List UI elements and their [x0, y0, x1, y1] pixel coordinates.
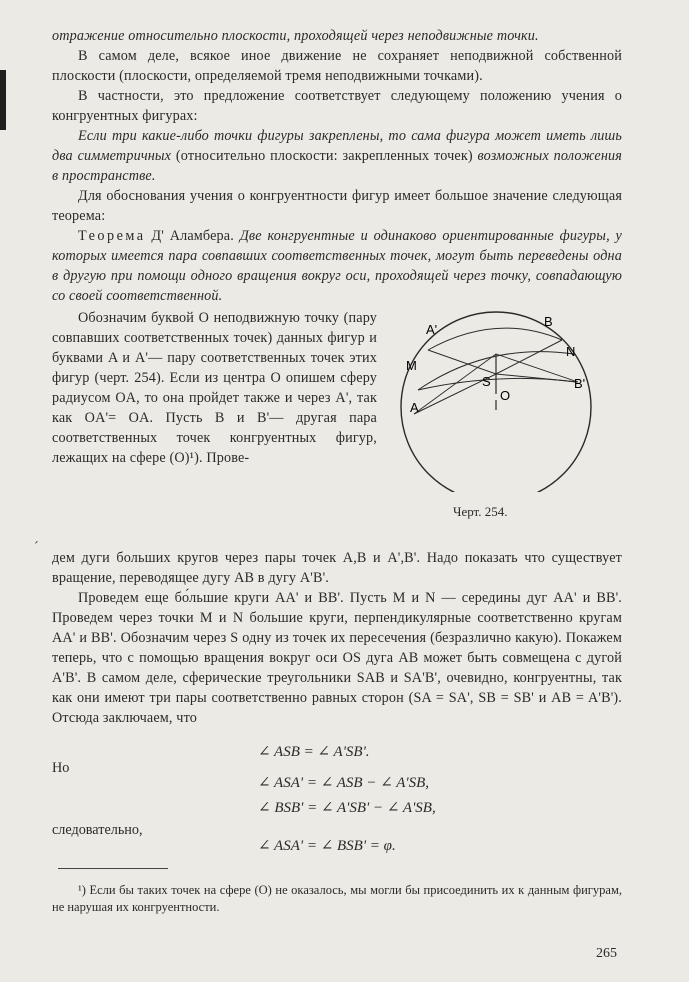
- footnote-rule: [58, 868, 168, 869]
- formula-4: ∠ ASA' = ∠ BSB' = φ.: [258, 838, 396, 854]
- paragraph-continued: дем дуги больших кругов через пары точек A,B и A',B'. Надо показать что существует вращение, переводящее дугу AB в дугу A'B'.: [52, 550, 622, 586]
- word-hence: следовательно,: [52, 822, 143, 838]
- figure-254: [378, 282, 618, 492]
- label-b-prime: B': [574, 376, 586, 391]
- figure-caption: Черт. 254.: [453, 504, 508, 519]
- paragraph: Обозначим буквой O неподвижную точку (пару совпавших соответственных точек) данных фигур и буквами A и A'— пару соответственных точек этих фигур (черт. 254). Если из центра O опишем сферу радиусом OA, то она пройдет также и через A', так как OA'= OA. Пусть B и B'— другая пара соответственных точек конгруентных фигур, лежащих на сфере (O)¹). Прове-: [52, 310, 377, 466]
- word-but: Но: [52, 760, 70, 776]
- label-a-prime: A': [426, 322, 438, 337]
- label-b: B: [544, 314, 553, 329]
- wrapped-text: [52, 308, 377, 468]
- paragraph: Для обоснования учения о конгруентности фигур имеет большое значение следующая теорема:: [52, 188, 622, 224]
- label-m: M: [406, 358, 417, 373]
- arc-a1-b: [428, 328, 562, 350]
- theorem-name: Д' Аламбера.: [145, 228, 240, 244]
- statement-text: Если три какие-либо точки фигуры закреплены, то сама фигура может иметь лишь два симметричных: [52, 128, 622, 164]
- paragraph: Проведем еще бо́льшие круги AA' и BB'. Пусть M и N — середины дуг AA' и BB'. Проведем через точки M и N большие круги, перпендикулярные соответственно кругам AA' и BB'. Обозначим через S одну из точек их пересечения (безразлично какую). Покажем теперь, что с помощью вращения вокруг оси OS дуга AB может быть совмещена с дугой A'B'. В самом деле, сферические треугольники SAB и SA'B', очевидно, конгруентны, так как они имеют три пары соответственно равных сторон (SA = SA', SB = SB' и AB = A'B'). Отсюда заключаем, что: [52, 590, 622, 726]
- label-n: N: [566, 344, 576, 359]
- theorem-statement: Две конгруентные и одинаково ориентированные фигуры, у которых имеется пара совпавших соответственных точек, могут быть переведены одна в другую при помощи одного вращения вокруг оси, проходящей через точку, совпадающую со своей соответственной.: [52, 228, 623, 304]
- formula-1: ∠ ASB = ∠ A'SB'.: [258, 744, 370, 760]
- arc-a-b1: [418, 378, 576, 390]
- formula-2: ∠ ASA' = ∠ ASB − ∠ A'SB,: [258, 775, 430, 791]
- top-text: [52, 26, 622, 306]
- binding-mark: [0, 70, 6, 130]
- statement-paragraph: [52, 126, 622, 186]
- theorem-heading: Теорема: [78, 228, 146, 244]
- page-number: 265: [596, 946, 617, 961]
- paragraph-continued: отражение относительно плоскости, проходящей через неподвижные точки.: [52, 28, 539, 44]
- label-a: A: [410, 400, 419, 415]
- label-o: O: [500, 388, 511, 403]
- sphere-diagram: [378, 282, 618, 492]
- statement-note: (относительно плоскости: закрепленных точек): [171, 148, 478, 164]
- paragraph: В частности, это предложение соответствует следующему положению учения о конгруентных фигурах:: [52, 88, 622, 124]
- footnote: ¹) Если бы таких точек на сфере (O) не оказалось, мы могли бы присоединить их к данным фигурам, не нарушая их конгруентности.: [52, 883, 622, 914]
- arc-s-lines: [428, 340, 562, 374]
- margin-mark: ´: [34, 540, 39, 555]
- label-s: S: [482, 374, 491, 389]
- statement-text-end: возможных положения в пространстве.: [52, 148, 622, 184]
- paragraph: В самом деле, всякое иное движение не сохраняет неподвижной собственной плоскости (плоскости, определяемой тремя неподвижными точками).: [52, 48, 622, 84]
- continued-text: [52, 548, 622, 728]
- formula-3: ∠ BSB' = ∠ A'SB' − ∠ A'SB,: [258, 800, 436, 816]
